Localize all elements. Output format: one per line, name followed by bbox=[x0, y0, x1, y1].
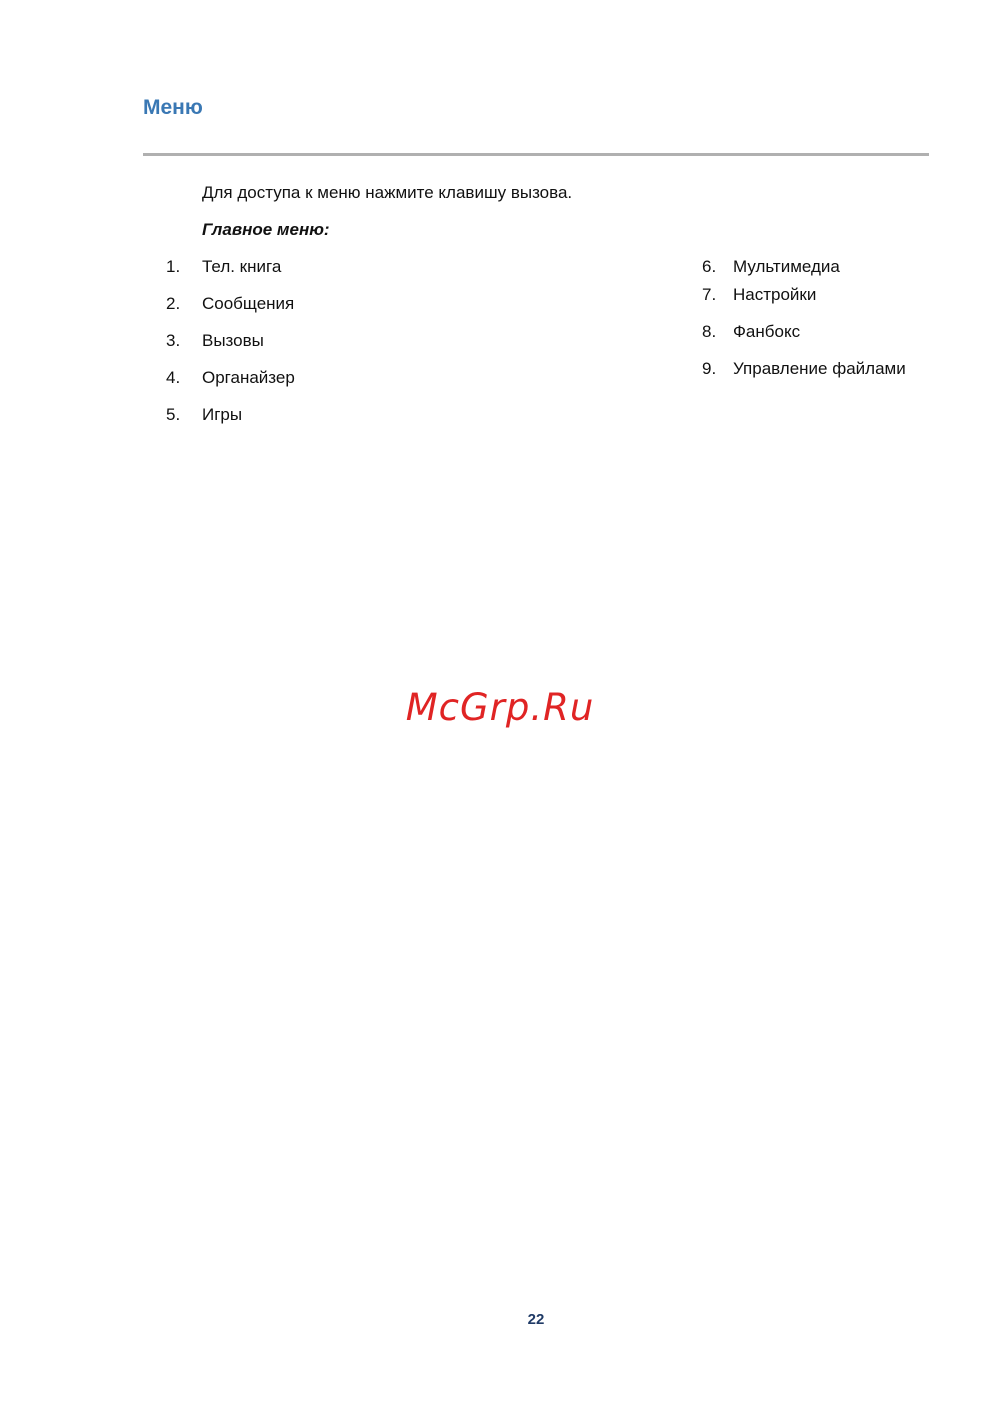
menu-item-label: Настройки bbox=[733, 285, 817, 304]
menu-item-number: 5. bbox=[166, 405, 181, 424]
menu-item-label: Игры bbox=[202, 405, 243, 424]
intro-text: Для доступа к меню нажмите клавишу вызова. bbox=[202, 183, 573, 202]
menu-item-label: Управление файлами bbox=[733, 359, 906, 378]
page-number: 22 bbox=[527, 1311, 545, 1328]
title-divider bbox=[143, 153, 929, 156]
menu-item-number: 1. bbox=[166, 257, 181, 276]
menu-item-label: Сообщения bbox=[202, 294, 295, 313]
menu-item-number: 7. bbox=[702, 285, 717, 304]
section-title: Меню bbox=[143, 96, 203, 119]
menu-item-number: 2. bbox=[166, 294, 181, 313]
main-menu-subtitle: Главное меню: bbox=[202, 220, 330, 239]
menu-item-label: Мультимедиа bbox=[733, 257, 840, 276]
menu-item-number: 9. bbox=[702, 359, 717, 378]
menu-item-label: Фанбокс bbox=[733, 322, 801, 341]
menu-item-label: Органайзер bbox=[202, 368, 295, 387]
menu-item-number: 3. bbox=[166, 331, 181, 350]
menu-item-number: 8. bbox=[702, 322, 717, 341]
menu-item-number: 4. bbox=[166, 368, 181, 387]
watermark-text: McGrp.Ru bbox=[405, 686, 595, 729]
menu-item-number: 6. bbox=[702, 257, 717, 276]
menu-item-label: Вызовы bbox=[202, 331, 264, 350]
menu-item-label: Тел. книга bbox=[202, 257, 282, 276]
